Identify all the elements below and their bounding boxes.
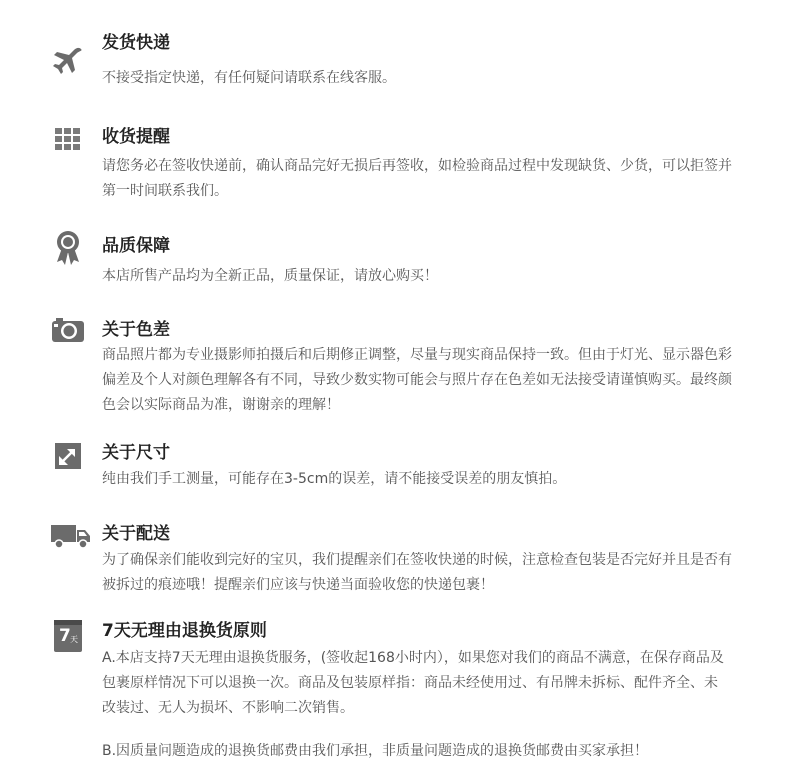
section-text: 为了确保亲们能收到完好的宝贝，我们提醒亲们在签收快递的时候，注意检查包装是否完好并且是否有被拆过的痕迹哦！提醒亲们应该与快递当面验收您的快递包裹！ xyxy=(102,552,732,593)
section-title: 7天无理由退换货原则 xyxy=(102,621,267,641)
section-title: 品质保障 xyxy=(102,236,170,256)
section-title: 关于尺寸 xyxy=(102,443,170,463)
section-text: 本店所售产品均为全新正品，质量保证，请放心购买！ xyxy=(102,268,438,284)
calendar-unit: 天 xyxy=(70,635,78,644)
section-text: 请您务必在签收快递前，确认商品完好无损后再签收，如检验商品过程中发现缺货、少货，可以拒签并第一时间联系我们。 xyxy=(102,158,732,199)
section-text: B.因质量问题造成的退换货邮费由我们承担，非质量问题造成的退换货邮费由买家承担！ xyxy=(102,743,649,759)
calendar-number: 7 xyxy=(59,626,71,646)
section-title: 发货快递 xyxy=(102,33,170,53)
truck-icon xyxy=(50,518,92,554)
section-title: 收货提醒 xyxy=(102,127,170,147)
section-title: 关于色差 xyxy=(102,320,170,340)
airplane-icon xyxy=(50,44,86,80)
camera-icon xyxy=(50,312,86,348)
calendar-7-days-icon xyxy=(50,618,86,654)
resize-arrow-icon xyxy=(50,438,86,474)
section-text: 纯由我们手工测量，可能存在3-5cm的误差，请不能接受误差的朋友慎拍。 xyxy=(102,471,567,487)
calendar-header xyxy=(54,620,82,625)
section-title: 关于配送 xyxy=(102,524,170,544)
award-ribbon-icon xyxy=(50,230,86,266)
section-text: A.本店支持7天无理由退换货服务，(签收起168小时内），如果您对我们的商品不满意，在保存商品及包裹原样情况下可以退换一次。商品及包装原样指：商品未经使用过、有吊牌未拆标、配件齐全、未改装过、无人为损坏、不影响二次销售。 xyxy=(102,650,724,716)
calendar-body xyxy=(54,620,82,652)
section-text: 商品照片都为专业摄影师拍摄后和后期修正调整，尽量与现实商品保持一致。但由于灯光、显示器色彩偏差及个人对颜色理解各有不同，导致少数实物可能会与照片存在色差如无法接受请谨慎购买。最终颜色会以实际商品为准，谢谢亲的理解！ xyxy=(102,347,732,413)
grid-icon xyxy=(50,122,86,158)
section-text: 不接受指定快递，有任何疑问请联系在线客服。 xyxy=(102,70,396,86)
